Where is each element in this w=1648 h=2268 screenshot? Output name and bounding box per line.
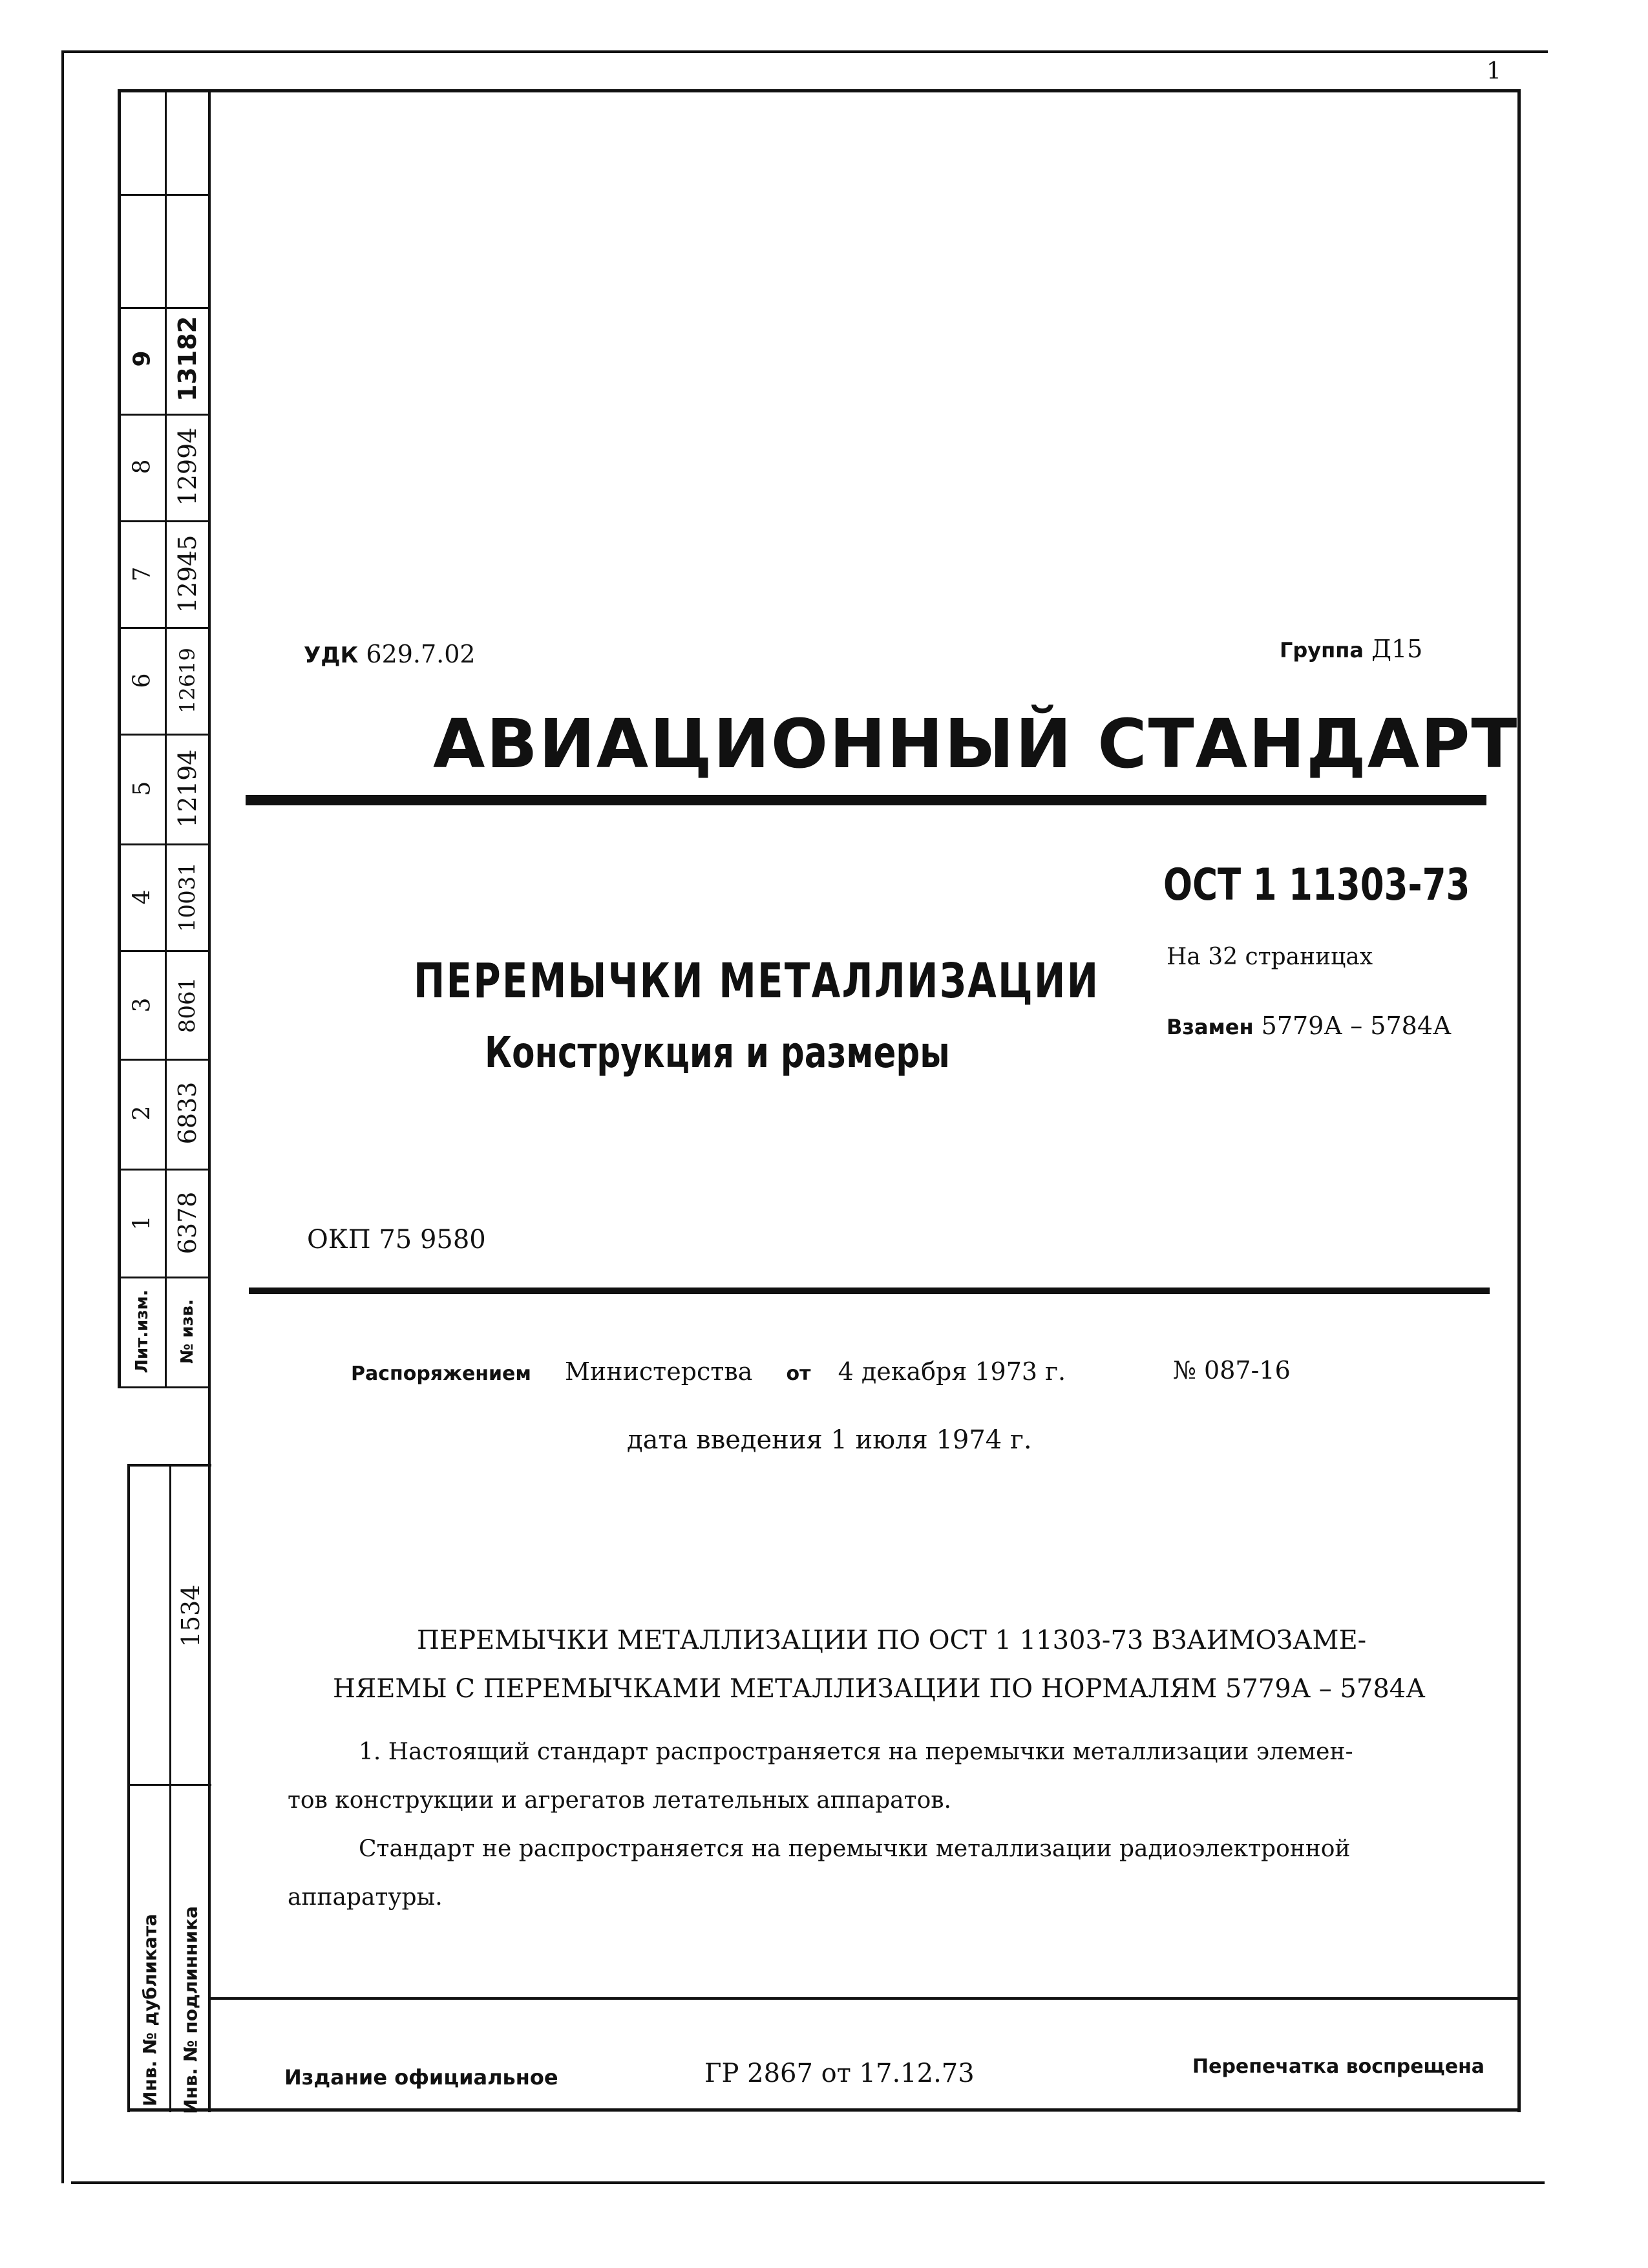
inv-table-mid bbox=[169, 1464, 171, 2112]
rev-doc-7: 12945 bbox=[173, 535, 202, 613]
order-label: Распоряжением bbox=[351, 1362, 531, 1385]
rev-doc-8: 12994 bbox=[173, 427, 202, 506]
rev-doc-1: 6378 bbox=[173, 1191, 202, 1255]
rev-num-2: 2 bbox=[129, 1105, 156, 1121]
inv-duplicate-label: Инв. № дубликата bbox=[139, 1914, 161, 2106]
registration-number: ГР 2867 от 17.12.73 bbox=[704, 2059, 975, 2088]
inv-original-label: Инв. № подлинника bbox=[180, 1906, 202, 2114]
rev-row-line bbox=[118, 627, 209, 629]
rev-row-line bbox=[118, 843, 209, 845]
rev-row-line bbox=[118, 307, 209, 309]
rev-row-label-lit: Лит.изм. bbox=[132, 1289, 152, 1373]
rev-num-5: 5 bbox=[129, 781, 156, 796]
column-divider-right bbox=[208, 89, 211, 2112]
rev-row-line bbox=[118, 1169, 209, 1171]
okp-code: ОКП 75 9580 bbox=[307, 1225, 486, 1255]
udk-value: 629.7.02 bbox=[366, 640, 476, 668]
rev-row-line bbox=[118, 414, 209, 416]
order-from: от bbox=[786, 1362, 811, 1385]
rev-row-line bbox=[118, 950, 209, 952]
replaces-label: Взамен bbox=[1167, 1015, 1254, 1039]
body-heading-line1: ПЕРЕМЫЧКИ МЕТАЛЛИЗАЦИИ ПО ОСТ 1 11303-73 ВЗАИМОЗАМЕ- bbox=[417, 1626, 1367, 1655]
rev-row-line bbox=[118, 194, 209, 196]
udk-label: УДК bbox=[304, 642, 359, 668]
order-line bbox=[351, 1357, 1066, 1386]
frame-left bbox=[61, 50, 64, 2183]
udk-line bbox=[304, 640, 476, 668]
footer-rule bbox=[211, 1997, 1519, 2000]
paragraph-1-line1: 1. Настоящий стандарт распространяется на перемычки металлизации элемен- bbox=[359, 1739, 1353, 1765]
group-line bbox=[1280, 635, 1422, 663]
replaces-value: 5779А – 5784А bbox=[1261, 1012, 1452, 1040]
introduction-date: дата введения 1 июля 1974 г. bbox=[627, 1425, 1032, 1455]
group-label: Группа bbox=[1280, 638, 1364, 662]
paragraph-1-line2: тов конструкции и агрегатов летательных аппаратов. bbox=[288, 1787, 951, 1814]
document-title: АВИАЦИОННЫЙ СТАНДАРТ bbox=[433, 705, 1519, 783]
rev-row-line bbox=[118, 1277, 209, 1278]
page-number: 1 bbox=[1486, 58, 1501, 85]
rev-row-line bbox=[118, 734, 209, 736]
reprint-notice: Перепечатка воспрещена bbox=[1192, 2055, 1485, 2078]
rev-doc-2: 6833 bbox=[173, 1081, 202, 1145]
rev-row-label-izv: № изв. bbox=[178, 1299, 197, 1364]
rev-row-line bbox=[118, 520, 209, 522]
frame-top bbox=[61, 50, 1548, 53]
inner-frame-bottom bbox=[129, 2108, 1519, 2112]
paragraph-2-line2: аппаратуры. bbox=[288, 1884, 443, 1911]
rev-num-1: 1 bbox=[129, 1215, 156, 1231]
inner-frame-right bbox=[1517, 89, 1521, 2112]
order-number: № 087-16 bbox=[1173, 1356, 1291, 1384]
inv-table-row bbox=[127, 1784, 211, 1786]
rev-doc-9: 13182 bbox=[173, 315, 202, 402]
group-value: Д15 bbox=[1371, 635, 1423, 663]
inner-frame-left bbox=[118, 89, 121, 1388]
rev-num-3: 3 bbox=[129, 997, 156, 1013]
rev-row-line bbox=[118, 1386, 209, 1388]
title-rule bbox=[246, 795, 1486, 805]
rev-num-9: 9 bbox=[129, 350, 156, 367]
rev-doc-3: 8061 bbox=[174, 977, 200, 1033]
body-heading-line2: НЯЕМЫ С ПЕРЕМЫЧКАМИ МЕТАЛЛИЗАЦИИ ПО НОРМАЛЯМ 5779А – 5784А bbox=[333, 1674, 1426, 1704]
standard-number: ОСТ 1 11303-73 bbox=[1163, 860, 1470, 911]
standard-subtitle: Конструкция и размеры bbox=[485, 1028, 950, 1077]
inner-frame-top bbox=[118, 89, 1520, 92]
rev-row-line bbox=[118, 1059, 209, 1061]
replaces-line bbox=[1167, 1012, 1452, 1040]
rev-num-4: 4 bbox=[129, 889, 156, 905]
rev-doc-5: 12194 bbox=[173, 749, 202, 828]
standard-name: ПЕРЕМЫЧКИ МЕТАЛЛИЗАЦИИ bbox=[414, 953, 1100, 1009]
column-divider-left bbox=[165, 89, 167, 1388]
rev-doc-4: 10031 bbox=[174, 862, 200, 933]
paragraph-2-line1: Стандарт не распространяется на перемычки металлизации радиоэлектронной bbox=[359, 1836, 1351, 1862]
frame-bottom bbox=[71, 2181, 1545, 2184]
rev-doc-6: 12619 bbox=[175, 648, 200, 714]
order-ministry: Министерства bbox=[565, 1357, 753, 1386]
inv-original-value: 1534 bbox=[176, 1584, 205, 1648]
inv-table-left bbox=[127, 1464, 130, 2112]
rev-num-6: 6 bbox=[129, 673, 156, 688]
order-date: 4 декабря 1973 г. bbox=[838, 1357, 1066, 1386]
okp-rule bbox=[249, 1288, 1490, 1294]
edition-label: Издание официальное bbox=[284, 2065, 558, 2090]
rev-num-8: 8 bbox=[129, 459, 156, 474]
rev-num-7: 7 bbox=[129, 566, 156, 582]
standard-pages: На 32 страницах bbox=[1167, 944, 1373, 970]
